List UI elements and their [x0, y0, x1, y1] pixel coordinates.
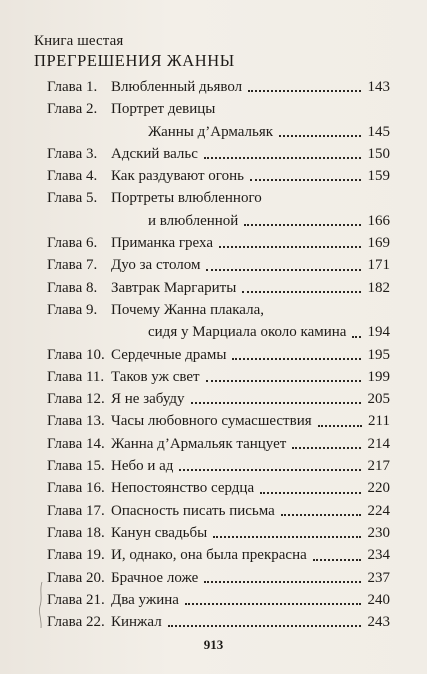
part-title: ПРЕГРЕШЕНИЯ ЖАННЫ	[34, 51, 235, 70]
chapter-page-number: 194	[367, 324, 390, 341]
pencil-mark-icon	[37, 580, 45, 630]
dot-leader	[204, 155, 361, 159]
dot-leader	[250, 177, 361, 181]
chapter-title-continued: и влюбленной	[148, 212, 239, 229]
chapter-label: Глава 11.	[47, 368, 105, 385]
chapter-title: Сердечные драмы	[111, 346, 227, 363]
chapter-page-number: 199	[367, 368, 390, 385]
chapter-page-number: 220	[367, 480, 390, 497]
chapter-page-number: 171	[367, 257, 390, 274]
toc-entry	[47, 410, 390, 432]
chapter-label: Глава 8.	[47, 279, 98, 296]
dot-leader	[213, 534, 361, 538]
toc-entry	[47, 388, 390, 410]
toc-entry	[47, 344, 390, 366]
chapter-label: Глава 22.	[47, 614, 105, 631]
chapter-title: Как раздувают огонь	[111, 168, 244, 185]
toc-entry	[47, 232, 390, 254]
dot-leader	[242, 289, 361, 293]
chapter-title: Приманка греха	[111, 235, 213, 252]
dot-leader	[292, 445, 361, 449]
dot-leader	[204, 579, 361, 583]
chapter-page-number: 234	[367, 547, 390, 564]
toc-entry	[47, 477, 390, 499]
toc-entry	[47, 299, 390, 344]
toc-entry	[47, 143, 390, 165]
book-label: Книга шестая	[34, 33, 124, 49]
chapter-title: Кинжал	[111, 614, 162, 631]
chapter-page-number: 224	[367, 502, 390, 519]
toc-entry	[47, 522, 390, 544]
chapter-title: Я не забуду	[111, 391, 185, 408]
chapter-page-number: 145	[367, 123, 390, 140]
chapter-label: Глава 9.	[47, 301, 98, 318]
toc-entry	[47, 98, 390, 143]
chapter-title: Портреты влюбленного	[111, 190, 262, 207]
chapter-label: Глава 14.	[47, 435, 105, 452]
chapter-title: Жанна д’Армальяк танцует	[111, 435, 287, 452]
dot-leader	[260, 490, 361, 494]
dot-leader	[248, 88, 361, 92]
page-number: 913	[203, 637, 224, 652]
chapter-title: Влюбленный дьявол	[111, 79, 243, 95]
chapter-label: Глава 2.	[47, 101, 98, 118]
dot-leader	[318, 423, 362, 427]
chapter-title: Два ужина	[111, 591, 179, 608]
toc-entry	[47, 76, 390, 98]
toc-entry	[47, 366, 390, 388]
dot-leader	[279, 133, 361, 137]
chapter-page-number: 230	[367, 524, 390, 541]
chapter-label: Глава 16.	[47, 480, 105, 497]
chapter-label: Глава 17.	[47, 502, 105, 519]
chapter-title: Часы любовного сумасшествия	[111, 413, 312, 430]
toc-entry	[47, 165, 390, 187]
chapter-page-number: 169	[367, 235, 390, 252]
toc-entry	[47, 433, 390, 455]
chapter-label: Глава 15.	[47, 458, 105, 475]
chapter-label: Глава 7.	[47, 257, 98, 274]
toc-entry	[47, 567, 390, 589]
chapter-page-number: 237	[367, 569, 390, 586]
chapter-page-number: 182	[367, 279, 390, 296]
chapter-label: Глава 12.	[47, 391, 105, 408]
chapter-title: Небо и ад	[111, 458, 174, 475]
chapter-page-number: 214	[367, 435, 390, 452]
chapter-title: Непостоянство сердца	[111, 480, 255, 497]
chapter-label: Глава 21.	[47, 591, 105, 608]
dot-leader	[352, 334, 361, 338]
dot-leader	[179, 467, 361, 471]
toc-entry	[47, 589, 390, 611]
chapter-label: Глава 10.	[47, 346, 105, 363]
chapter-title: Брачное ложе	[111, 569, 199, 586]
chapter-title: Канун свадьбы	[111, 524, 208, 541]
toc-entry	[47, 277, 390, 299]
dot-leader	[232, 356, 361, 360]
chapter-title: И, однако, она была прекрасна	[111, 547, 307, 564]
chapter-page-number: 211	[368, 413, 390, 430]
chapter-label: Глава 19.	[47, 547, 105, 564]
chapter-page-number: 150	[367, 145, 390, 162]
dot-leader	[206, 267, 361, 271]
toc-entry	[47, 544, 390, 566]
dot-leader	[281, 512, 361, 516]
chapter-title: Таков уж свет	[111, 368, 200, 385]
chapter-label: Глава 20.	[47, 569, 105, 586]
chapter-title: Дуо за столом	[111, 257, 201, 274]
chapter-page-number: 166	[367, 212, 390, 229]
chapter-title: Опасность писать письма	[111, 502, 275, 519]
chapter-label: Глава 18.	[47, 524, 105, 541]
toc-entry	[47, 611, 390, 633]
chapter-title-continued: сидя у Марциала около камина	[148, 324, 347, 341]
chapter-page-number: 243	[367, 614, 390, 631]
chapter-label: Глава 4.	[47, 168, 98, 185]
dot-leader	[185, 601, 361, 605]
chapter-label: Глава 6.	[47, 235, 98, 252]
chapter-page-number: 143	[367, 79, 390, 95]
toc-entry	[47, 455, 390, 477]
chapter-page-number: 159	[367, 168, 390, 185]
toc-entry	[47, 254, 390, 276]
chapter-page-number: 240	[367, 591, 390, 608]
chapter-title: Адский вальс	[111, 145, 198, 162]
dot-leader	[219, 244, 361, 248]
chapter-page-number: 217	[367, 458, 390, 475]
chapter-label: Глава 3.	[47, 145, 98, 162]
chapter-label: Глава 5.	[47, 190, 98, 207]
chapter-page-number: 205	[367, 391, 390, 408]
table-of-contents	[47, 76, 390, 633]
chapter-label: Глава 1.	[47, 79, 98, 95]
dot-leader	[206, 378, 361, 382]
chapter-page-number: 195	[367, 346, 390, 363]
chapter-label: Глава 13.	[47, 413, 105, 430]
chapter-title: Портрет девицы	[111, 101, 216, 118]
toc-entry	[47, 500, 390, 522]
dot-leader	[191, 400, 361, 404]
chapter-title: Почему Жанна плакала,	[111, 301, 264, 318]
toc-entry	[47, 187, 390, 232]
chapter-title: Завтрак Маргариты	[111, 279, 237, 296]
dot-leader	[244, 222, 361, 226]
dot-leader	[168, 623, 361, 627]
chapter-title-continued: Жанны д’Армальяк	[148, 123, 274, 140]
dot-leader	[313, 557, 361, 561]
